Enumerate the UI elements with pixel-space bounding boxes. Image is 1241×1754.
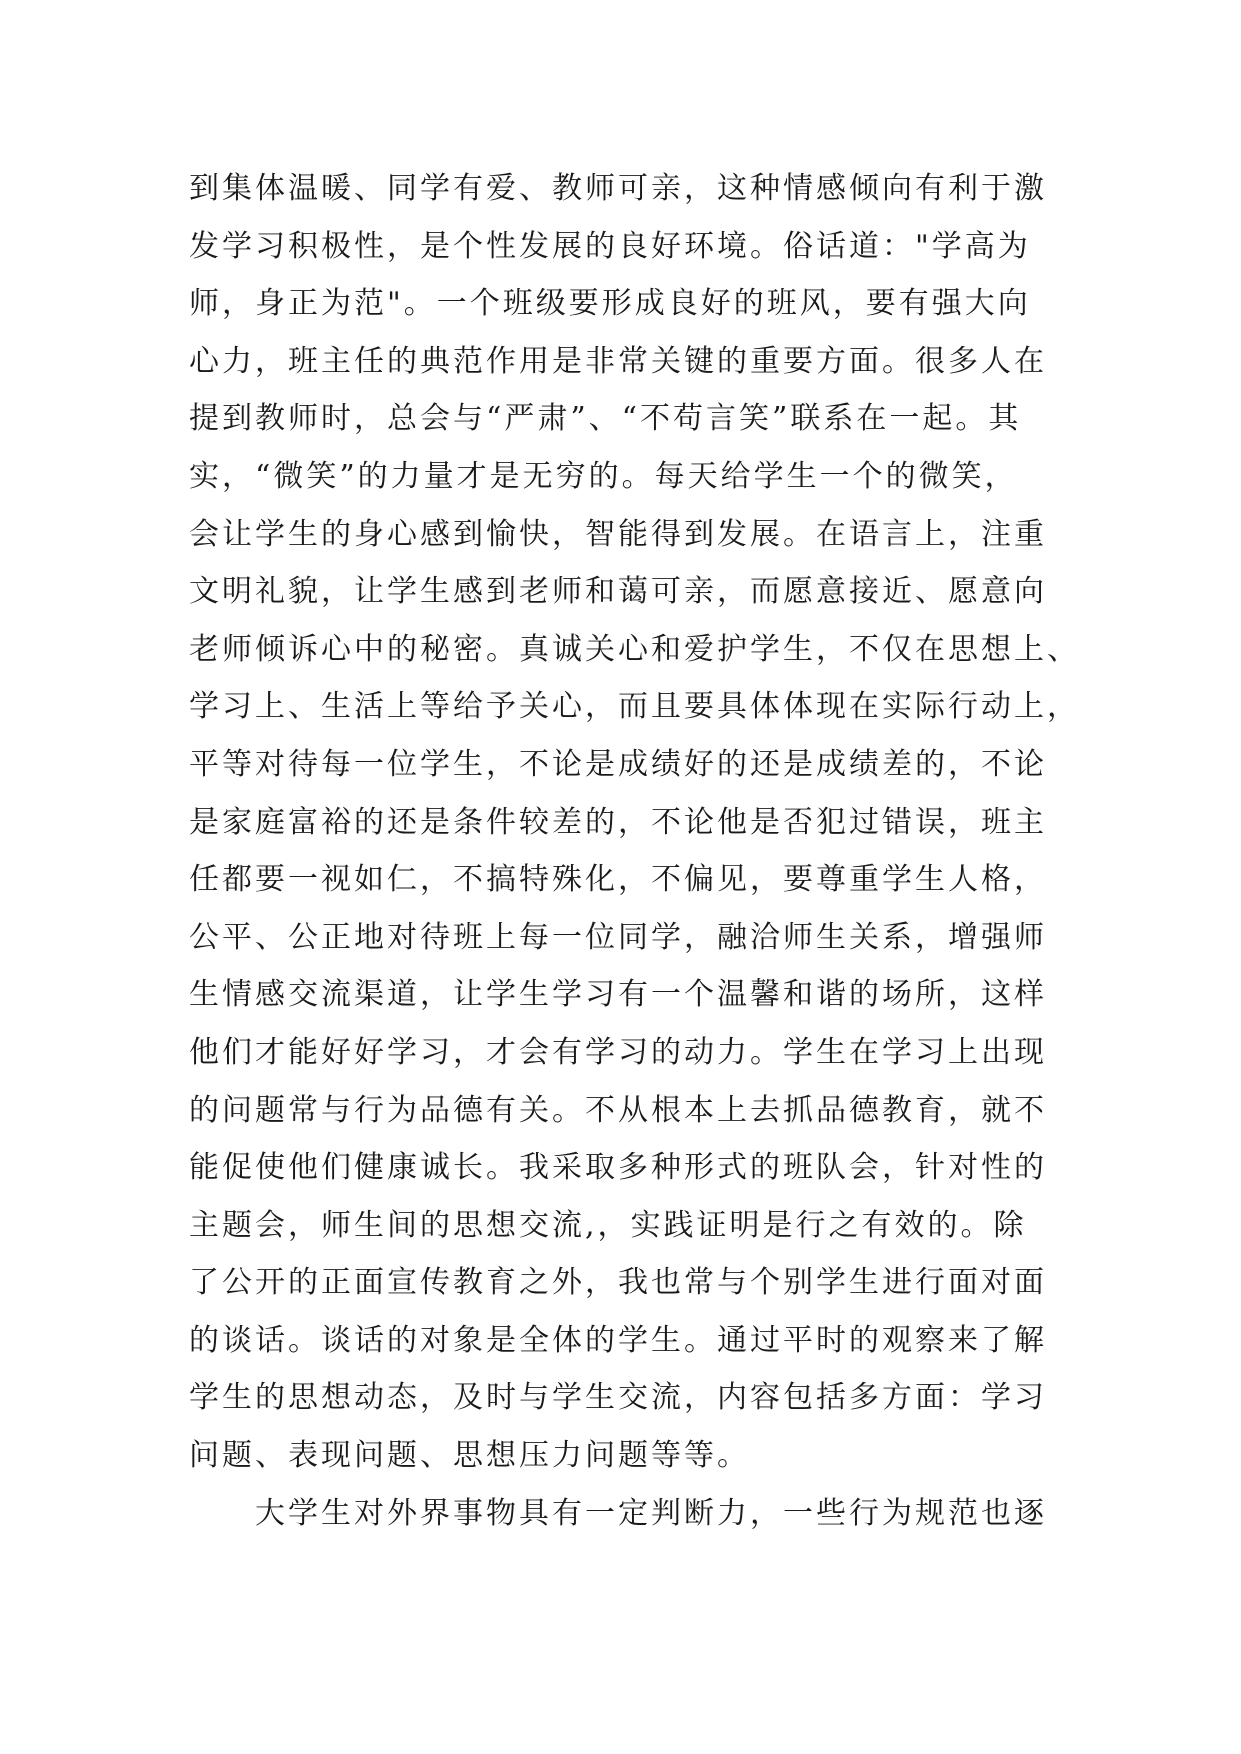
text-line: 任都要一视如仁，不搞特殊化，不偏见，要尊重学生人格， <box>189 862 1047 898</box>
text-line: 生情感交流渠道，让学生学习有一个温馨和谐的场所，这样 <box>189 977 1047 1013</box>
text-line: 心力，班主任的典范作用是非常关键的重要方面。很多人在 <box>189 343 1047 379</box>
text-line: 主题会，师生间的思想交流,，实践证明是行之有效的。除 <box>189 1207 1027 1243</box>
text-line: 问题、表现问题、思想压力问题等等。 <box>189 1438 750 1474</box>
text-line: 会让学生的身心感到愉快，智能得到发展。在语言上，注重 <box>189 516 1047 552</box>
text-line: 实，“微笑”的力量才是无穷的。每天给学生一个的微笑， <box>189 458 1018 494</box>
text-line: 平等对待每一位学生，不论是成绩好的还是成绩差的，不论 <box>189 746 1047 782</box>
text-line: 老师倾诉心中的秘密。真诚关心和爱护学生，不仅在思想上、 <box>189 631 1080 667</box>
paragraph-start-line: 大学生对外界事物具有一定判断力，一些行为规范也逐 <box>255 1495 1047 1531</box>
text-line: 文明礼貌，让学生感到老师和蔼可亲，而愿意接近、愿意向 <box>189 574 1047 610</box>
text-line: 是家庭富裕的还是条件较差的，不论他是否犯过错误，班主 <box>189 804 1047 840</box>
text-line: 他们才能好好学习，才会有学习的动力。学生在学习上出现 <box>189 1034 1047 1070</box>
text-line: 师，身正为范"。一个班级要形成良好的班风，要有强大向 <box>189 286 1031 322</box>
text-line: 公平、公正地对待班上每一位同学，融洽师生关系，增强师 <box>189 919 1047 955</box>
text-line: 学习上、生活上等给予关心，而且要具体体现在实际行动上， <box>189 689 1080 725</box>
body-text <box>189 160 1080 1542</box>
text-line: 提到教师时，总会与“严肃”、“不苟言笑”联系在一起。其 <box>189 401 1022 437</box>
text-line: 了公开的正面宣传教育之外，我也常与个别学生进行面对面 <box>189 1265 1047 1301</box>
text-line: 到集体温暖、同学有爱、教师可亲，这种情感倾向有利于激 <box>189 171 1047 206</box>
text-line: 的问题常与行为品德有关。不从根本上去抓品德教育，就不 <box>189 1092 1047 1128</box>
text-line: 学生的思想动态，及时与学生交流，内容包括多方面：学习 <box>189 1380 1047 1416</box>
text-line: 能促使他们健康诚长。我采取多种形式的班队会，针对性的 <box>189 1150 1047 1186</box>
text-line: 发学习积极性，是个性发展的良好环境。俗话道："学高为 <box>189 228 1031 264</box>
text-line: 的谈话。谈话的对象是全体的学生。通过平时的观察来了解 <box>189 1322 1047 1358</box>
